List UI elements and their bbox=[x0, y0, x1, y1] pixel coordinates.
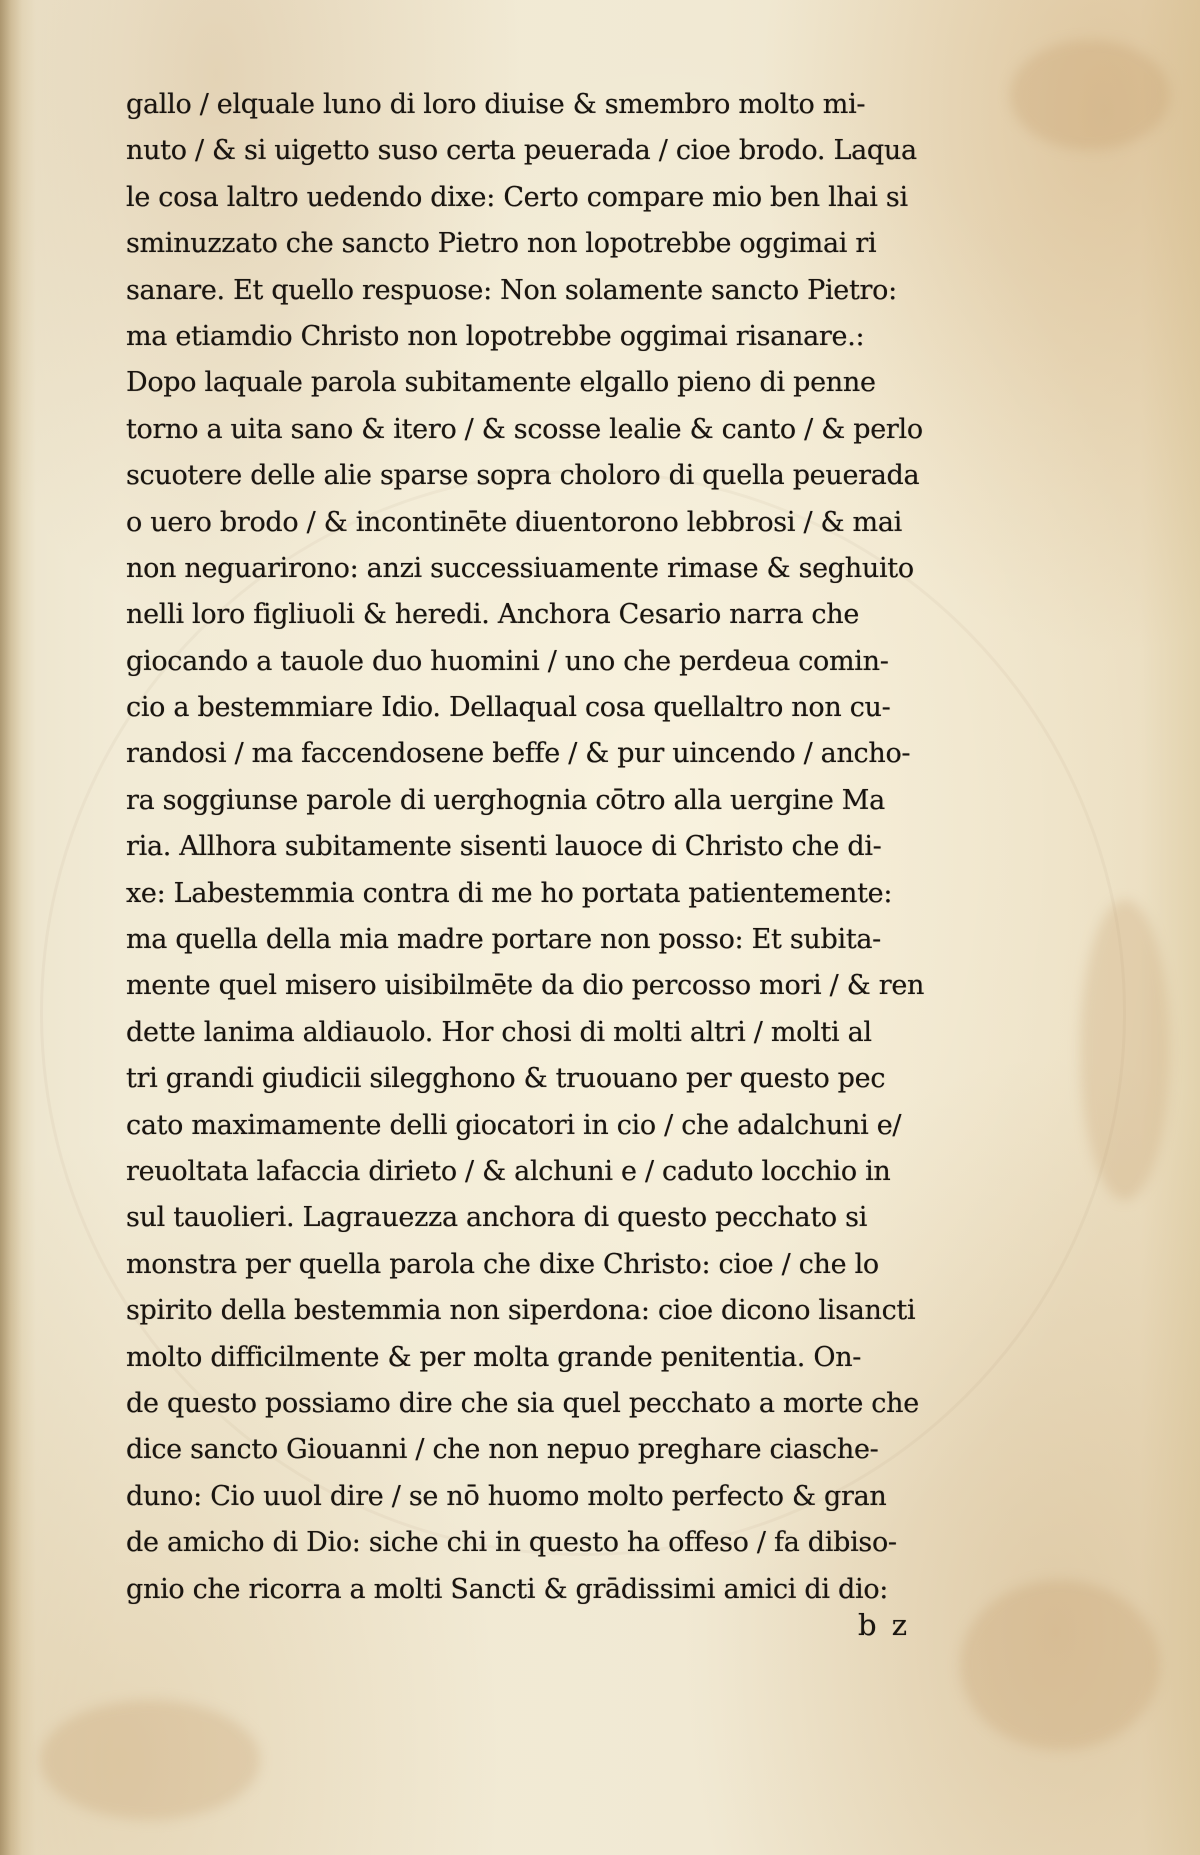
text-line: gnio che ricorra a molti Sancti & grādissimi amici di dio: bbox=[126, 1573, 889, 1605]
text-line: ma etiamdio Christo non lopotrebbe oggimai risanare.: bbox=[126, 320, 865, 352]
text-line: scuotere delle alie sparse sopra choloro di quella peuerada bbox=[126, 460, 920, 492]
text-line: non neguarirono: anzi successiuamente rimase & seghuito bbox=[126, 552, 914, 584]
text-line: molto difficilmente & per molta grande penitentia. On- bbox=[126, 1341, 862, 1373]
text-line: torno a uita sano & itero / & scosse lealie & canto / & perlo bbox=[126, 413, 923, 445]
text-body bbox=[126, 82, 986, 1613]
paper-stain bbox=[1080, 900, 1170, 1200]
text-line: nuto / & si uigetto suso certa peuerada / cioe brodo. Laqua bbox=[126, 135, 917, 167]
text-line: dette lanima aldiauolo. Hor chosi di molti altri / molti al bbox=[126, 1016, 872, 1048]
text-line: monstra per quella parola che dixe Christo: cioe / che lo bbox=[126, 1248, 879, 1280]
text-line: gallo / elquale luno di loro diuise & smembro molto mi- bbox=[126, 89, 866, 120]
text-line: le cosa laltro uedendo dixe: Certo compare mio ben lhai si bbox=[126, 181, 908, 213]
text-line: spirito della bestemmia non siperdona: cioe dicono lisancti bbox=[126, 1295, 916, 1327]
text-line: o uero brodo / & incontinēte diuentorono lebbrosi / & mai bbox=[126, 506, 902, 538]
text-line: nelli loro figliuoli & heredi. Anchora Cesario narra che bbox=[126, 599, 860, 631]
text-line: randosi / ma faccendosene beffe / & pur uincendo / ancho- bbox=[126, 738, 911, 770]
text-line: cato maximamente delli giocatori in cio / che adalchuni e/ bbox=[126, 1109, 902, 1141]
text-line: xe: Labestemmia contra di me ho portata patientemente: bbox=[126, 877, 893, 909]
text-line: duno: Cio uuol dire / se nō huomo molto perfecto & gran bbox=[126, 1480, 887, 1512]
signature-mark: b z bbox=[858, 1608, 911, 1642]
text-line: de questo possiamo dire che sia quel pecchato a morte che bbox=[126, 1387, 919, 1419]
text-line: sanare. Et quello respuose: Non solamente sancto Pietro: bbox=[126, 274, 897, 306]
page-edge-shadow bbox=[0, 0, 22, 1855]
text-line: de amicho di Dio: siche chi in questo ha offeso / fa dibiso- bbox=[126, 1527, 897, 1559]
text-line: tri grandi giudicii silegghono & truouano per questo pec bbox=[126, 1063, 886, 1095]
paper-stain bbox=[1010, 40, 1170, 150]
text-line: ra soggiunse parole di uerghognia cōtro alla uergine Ma bbox=[126, 784, 885, 816]
text-line: cio a bestemmiare Idio. Dellaqual cosa quellaltro non cu- bbox=[126, 692, 891, 724]
text-line: sminuzzato che sancto Pietro non lopotrebbe oggimai ri bbox=[126, 228, 877, 260]
text-line: mente quel misero uisibilmēte da dio percosso mori / & ren bbox=[126, 970, 925, 1002]
text-line: ma quella della mia madre portare non posso: Et subita- bbox=[126, 924, 882, 956]
paper-stain bbox=[960, 1580, 1160, 1750]
text-line: ria. Allhora subitamente sisenti lauoce di Christo che di- bbox=[126, 831, 882, 863]
text-line: giocando a tauole duo huomini / uno che perdeua comin- bbox=[126, 645, 889, 677]
text-line: Dopo laquale parola subitamente elgallo pieno di penne bbox=[126, 367, 876, 399]
paper-stain bbox=[40, 1700, 260, 1820]
text-line: dice sancto Giouanni / che non nepuo preghare ciasche- bbox=[126, 1434, 879, 1466]
text-line: reuoltata lafaccia dirieto / & alchuni e / caduto locchio in bbox=[126, 1155, 891, 1187]
text-line: sul tauolieri. Lagrauezza anchora di questo pecchato si bbox=[126, 1202, 868, 1234]
